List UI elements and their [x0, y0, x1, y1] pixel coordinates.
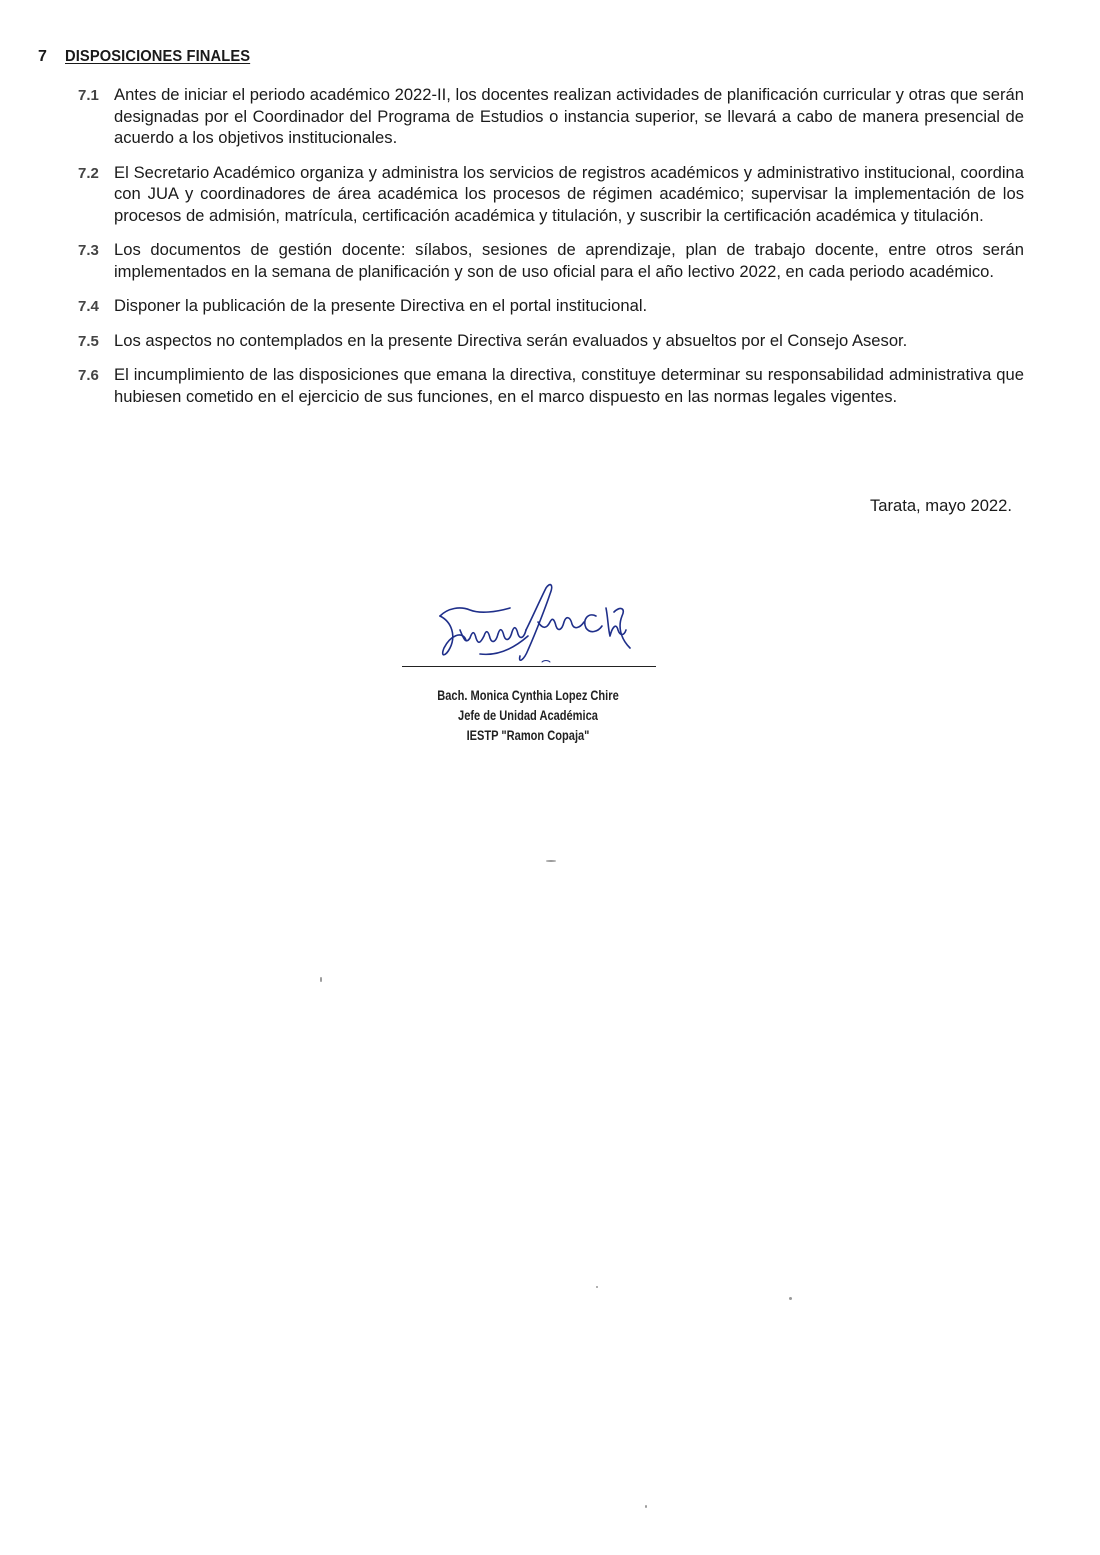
provision-text: El incumplimiento de las disposiciones que emana la directiva, constituye determinar su responsabilidad administrativa que hubiesen cometido en el ejercicio de sus funciones, en el marco dispuesto en las normas legales vigentes. [114, 365, 1024, 406]
provisions-list [78, 84, 1024, 420]
section-title: DISPOSICIONES FINALES [65, 48, 251, 65]
signature-line [402, 666, 656, 667]
provision-number: 7.4 [78, 298, 99, 315]
provision-item [78, 84, 1024, 149]
provision-text: Disponer la publicación de la presente Directiva en el portal institucional. [114, 296, 648, 315]
provision-item [78, 239, 1024, 282]
provision-text: El Secretario Académico organiza y administra los servicios de registros académicos y administrativo institucional, coordina con JUA y coordinadores de área académica los procesos de régimen académico; supervisar la implementación de los procesos de admisión, matrícula, certificación académica y titulación, y suscribir la certificación académica y titulación. [114, 162, 1024, 225]
provision-number: 7.3 [78, 242, 99, 259]
provision-item [78, 162, 1024, 227]
scan-speck [546, 860, 556, 862]
signer-role: Jefe de Unidad Académica [458, 708, 598, 723]
place-and-date: Tarata, mayo 2022. [869, 496, 1012, 515]
provision-number: 7.5 [78, 332, 99, 350]
provision-item [78, 330, 1024, 352]
provision-text: Antes de iniciar el periodo académico 2022-II, los docentes realizan actividades de planificación curricular y otras que serán designadas por el Coordinador del Programa de Estudios o instancia superior, se llevará a cabo de manera presencial de acuerdo a los objetivos institucionales. [114, 85, 1024, 147]
section-number: 7 [38, 48, 47, 65]
provision-text: Los documentos de gestión docente: sílabos, sesiones de aprendizaje, plan de trabajo docente, entre otros serán implementados en la semana de planificación y son de uso oficial para el año lectivo 2022, en cada periodo académico. [114, 240, 1024, 281]
provision-number: 7.1 [78, 87, 99, 104]
scan-speck [645, 1505, 647, 1508]
provision-number: 7.2 [78, 164, 99, 182]
scan-speck [789, 1297, 792, 1300]
signer-name: Bach. Monica Cynthia Lopez Chire [437, 688, 619, 703]
scan-speck [596, 1286, 598, 1288]
provision-item [78, 364, 1024, 407]
handwritten-signature [400, 578, 656, 678]
provision-number: 7.6 [78, 367, 99, 384]
scan-speck [320, 977, 322, 982]
signer-institution: IESTP "Ramon Copaja" [466, 728, 590, 743]
section-heading [38, 48, 266, 66]
provision-text: Los aspectos no contemplados en la presente Directiva serán evaluados y absueltos por el Consejo Asesor. [114, 330, 908, 350]
provision-item [78, 295, 1024, 317]
signature-block [400, 578, 656, 748]
signer-details [400, 686, 656, 746]
